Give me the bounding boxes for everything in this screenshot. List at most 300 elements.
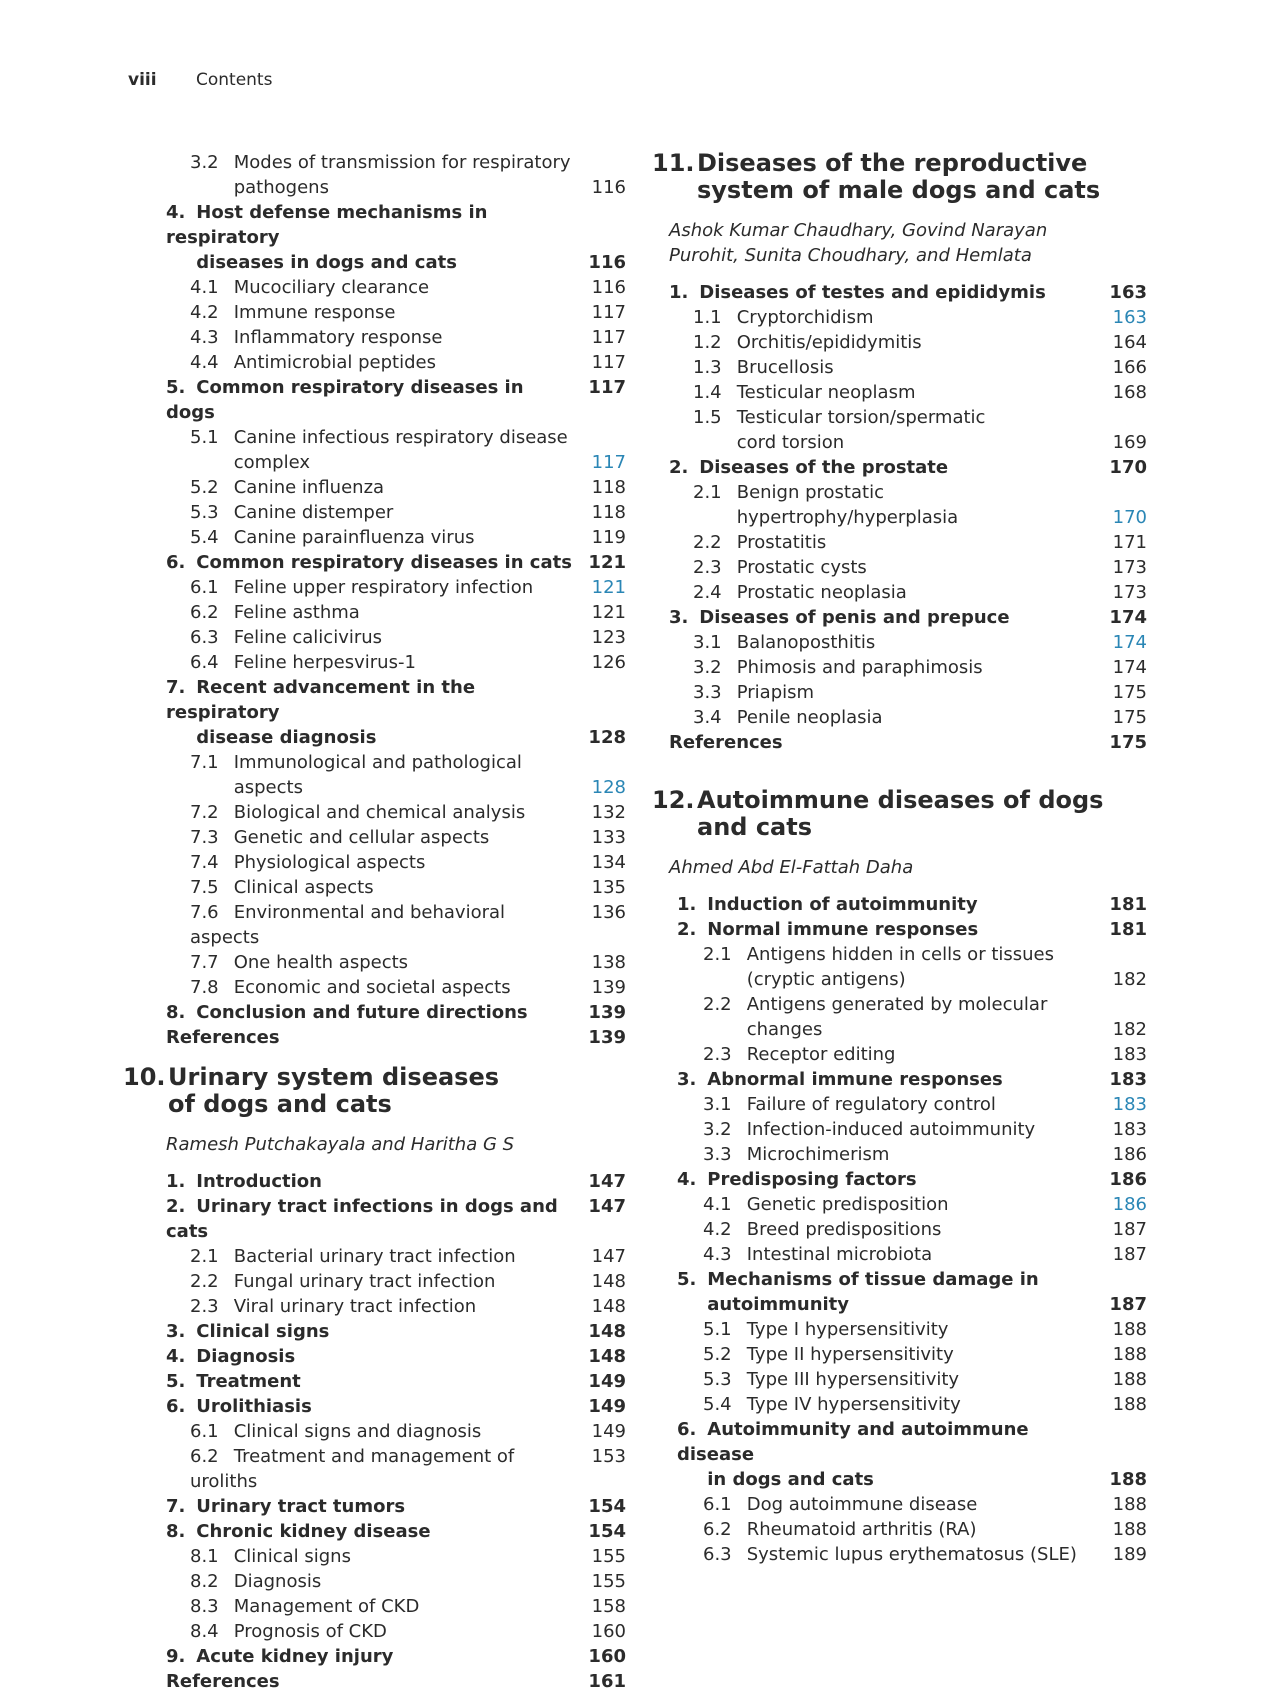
toc-entry[interactable] — [652, 1067, 1147, 1092]
toc-entry-number: 6.1 — [190, 577, 219, 598]
toc-entry-title: 7. Urinary tract tumors — [166, 1496, 406, 1517]
toc-entry[interactable] — [652, 1292, 1147, 1317]
toc-entry-title: 3. Clinical signs — [166, 1321, 330, 1342]
toc-entry-title: 9. Acute kidney injury — [166, 1646, 394, 1667]
toc-entry-title: References — [669, 732, 783, 753]
toc-entry-title: diseases in dogs and cats — [190, 252, 457, 273]
toc-entry[interactable] — [652, 942, 1147, 967]
chapter-block — [123, 1064, 626, 1694]
toc-entry[interactable] — [652, 380, 1147, 405]
toc-entry-number: 7.4 — [190, 852, 219, 873]
toc-entry-number: 1.4 — [693, 382, 722, 403]
chapter-authors: Ahmed Abd El-Fattah Daha — [669, 857, 914, 878]
toc-entry-number: 1.5 — [693, 407, 722, 428]
toc-entry-title: 7.1 Immunological and pathological — [190, 752, 522, 773]
toc-entry-number: 8. — [166, 1521, 186, 1542]
toc-entry-title: 8.2 Diagnosis — [190, 1571, 322, 1592]
toc-entry[interactable] — [128, 275, 626, 300]
toc-entry[interactable] — [652, 917, 1147, 942]
toc-page-number: 183 — [1112, 1119, 1147, 1140]
toc-entry[interactable] — [652, 430, 1147, 455]
toc-entry-number: 8.4 — [190, 1621, 219, 1642]
toc-entry[interactable] — [128, 800, 626, 825]
toc-entry-number: 6.3 — [703, 1544, 732, 1565]
toc-entry[interactable] — [652, 992, 1147, 1017]
toc-entry-title: 2.3 Receptor editing — [703, 1044, 896, 1065]
toc-entry[interactable] — [128, 175, 626, 200]
toc-entry[interactable] — [652, 680, 1147, 705]
toc-entry-number: 5.2 — [190, 477, 219, 498]
toc-entry-number: 8. — [166, 1002, 186, 1023]
toc-entry[interactable] — [652, 1142, 1147, 1167]
toc-entry[interactable] — [128, 350, 626, 375]
toc-entry-title: 5.4 Type IV hypersensitivity — [703, 1394, 961, 1415]
toc-entry-number: 7.8 — [190, 977, 219, 998]
toc-entry-title: 4. Predisposing factors — [677, 1169, 917, 1190]
toc-entry-number: 5. — [166, 377, 186, 398]
toc-entry[interactable] — [652, 330, 1147, 355]
toc-page-number: 189 — [1112, 1544, 1147, 1565]
toc-entry-title: 1.2 Orchitis/epididymitis — [693, 332, 922, 353]
chapter-number: 11. — [652, 149, 695, 177]
toc-entry[interactable] — [128, 375, 626, 425]
toc-page-number: 166 — [1112, 357, 1147, 378]
toc-entry[interactable] — [128, 875, 626, 900]
toc-page-number: 147 — [588, 1196, 626, 1217]
toc-entry-number: 4. — [166, 202, 186, 223]
toc-page-number: 186 — [1112, 1144, 1147, 1165]
toc-entry[interactable] — [652, 1192, 1147, 1217]
toc-entry-title: 2.3 Viral urinary tract infection — [190, 1296, 477, 1317]
toc-entry-title: 6.2 Rheumatoid arthritis (RA) — [703, 1519, 977, 1540]
toc-entry-number: 4.2 — [703, 1219, 732, 1240]
toc-entry-number: 3.3 — [693, 682, 722, 703]
toc-page-number: 148 — [591, 1296, 626, 1317]
chapter-title: Autoimmune diseases of dogs and cats — [697, 786, 1104, 841]
right-column — [652, 150, 1147, 1567]
toc-entry[interactable] — [128, 975, 626, 1000]
toc-entry-title: 7.4 Physiological aspects — [190, 852, 426, 873]
toc-entry[interactable] — [128, 475, 626, 500]
toc-entry-title: 7.3 Genetic and cellular aspects — [190, 827, 490, 848]
toc-entry-title: 2.1 Antigens hidden in cells or tissues — [703, 944, 1054, 965]
toc-page-number: 175 — [1112, 707, 1147, 728]
toc-entry[interactable] — [128, 825, 626, 850]
toc-entry-number: 3. — [677, 1069, 697, 1090]
toc-entry[interactable] — [652, 530, 1147, 555]
toc-entry-number: 6. — [677, 1419, 697, 1440]
toc-page-number: 155 — [591, 1571, 626, 1592]
toc-page-number[interactable]: 170 — [1112, 507, 1147, 528]
toc-entry[interactable] — [123, 1569, 626, 1594]
toc-entry[interactable] — [652, 1417, 1147, 1467]
toc-entry-title: 4.2 Breed predispositions — [703, 1219, 942, 1240]
toc-page-number: 139 — [588, 1027, 626, 1048]
toc-entry-number: 4.4 — [190, 352, 219, 373]
toc-entry-number: 6.2 — [190, 602, 219, 623]
toc-page-number: 153 — [591, 1446, 626, 1467]
toc-entry[interactable] — [652, 967, 1147, 992]
toc-entry[interactable] — [123, 1394, 626, 1419]
toc-page-number: 154 — [588, 1521, 626, 1542]
toc-entry[interactable] — [652, 1042, 1147, 1067]
toc-entry-title: 6.3 Feline calicivirus — [190, 627, 383, 648]
toc-page-number: 174 — [1112, 657, 1147, 678]
toc-entry-title: 7.2 Biological and chemical analysis — [190, 802, 526, 823]
toc-entry-number: 2.1 — [703, 944, 732, 965]
toc-entry[interactable] — [123, 1419, 626, 1444]
toc-entry[interactable] — [652, 1317, 1147, 1342]
toc-page-number: 117 — [591, 302, 626, 323]
toc-page-number: 149 — [591, 1421, 626, 1442]
toc-page-number[interactable]: 163 — [1112, 307, 1147, 328]
toc-page-number: 134 — [591, 852, 626, 873]
toc-entry[interactable] — [652, 605, 1147, 630]
toc-entry-title: 2.3 Prostatic cysts — [693, 557, 867, 578]
toc-entry[interactable] — [123, 1594, 626, 1619]
toc-entry-title: 5.1 Type I hypersensitivity — [703, 1319, 949, 1340]
toc-page-number[interactable]: 183 — [1112, 1094, 1147, 1115]
toc-entry[interactable] — [652, 1217, 1147, 1242]
toc-page-number: 183 — [1112, 1044, 1147, 1065]
toc-entry-number: 5.2 — [703, 1344, 732, 1365]
toc-entry[interactable] — [652, 555, 1147, 580]
toc-entry-title: 3. Diseases of penis and prepuce — [669, 607, 1010, 628]
toc-entry[interactable] — [128, 625, 626, 650]
toc-entry[interactable] — [652, 1392, 1147, 1417]
toc-entry-number: 1.1 — [693, 307, 722, 328]
toc-entry-title: 5. Treatment — [166, 1371, 301, 1392]
toc-page-number: 158 — [591, 1596, 626, 1617]
toc-entry[interactable] — [652, 505, 1147, 530]
toc-entry-title: 1.3 Brucellosis — [693, 357, 834, 378]
toc-page-number: 169 — [1112, 432, 1147, 453]
toc-entry-title: 3.1 Balanoposthitis — [693, 632, 876, 653]
toc-page-number: 128 — [588, 727, 626, 748]
toc-entry[interactable] — [128, 675, 626, 725]
toc-entry-number: 4. — [166, 1346, 186, 1367]
toc-entry-number: 8.3 — [190, 1596, 219, 1617]
toc-entry-number: 2. — [677, 919, 697, 940]
toc-page-number: 136 — [591, 902, 626, 923]
toc-entry-title: 2.2 Antigens generated by molecular — [703, 994, 1048, 1015]
toc-entry-title: 1. Induction of autoimmunity — [677, 894, 978, 915]
toc-entry-title: 5. Mechanisms of tissue damage in — [677, 1269, 1039, 1290]
toc-entry[interactable] — [652, 1542, 1147, 1567]
toc-entry-title: 6. Common respiratory diseases in cats — [166, 552, 572, 573]
toc-entry[interactable] — [652, 1117, 1147, 1142]
toc-entry[interactable] — [652, 280, 1147, 305]
toc-entry-number: 6.3 — [190, 627, 219, 648]
toc-entry[interactable] — [128, 525, 626, 550]
toc-page-number: 181 — [1109, 894, 1147, 915]
toc-entry-number: 1.3 — [693, 357, 722, 378]
toc-page-number[interactable]: 128 — [591, 777, 626, 798]
chapter-heading — [652, 787, 1147, 841]
toc-entry-title: 5.3 Type III hypersensitivity — [703, 1369, 960, 1390]
toc-entry-title: 4.4 Antimicrobial peptides — [190, 352, 436, 373]
toc-page-number: 147 — [588, 1171, 626, 1192]
toc-entry-title: 4.2 Immune response — [190, 302, 396, 323]
toc-entry[interactable] — [652, 730, 1147, 755]
toc-entry-title: 3.4 Penile neoplasia — [693, 707, 883, 728]
toc-page-number: 147 — [591, 1246, 626, 1267]
toc-entry[interactable] — [123, 1494, 626, 1519]
toc-page-number: 163 — [1109, 282, 1147, 303]
toc-entry-title: References — [166, 1027, 280, 1048]
toc-entry-title: 6. Urolithiasis — [166, 1396, 312, 1417]
toc-page-number: 155 — [591, 1546, 626, 1567]
toc-page-number[interactable]: 121 — [591, 577, 626, 598]
toc-entry-title: 6.2 Feline asthma — [190, 602, 360, 623]
toc-page-number[interactable]: 186 — [1112, 1194, 1147, 1215]
toc-page-number[interactable]: 117 — [591, 452, 626, 473]
toc-entry-number: 2.3 — [190, 1296, 219, 1317]
toc-entry[interactable] — [123, 1244, 626, 1269]
toc-page-number: 186 — [1109, 1169, 1147, 1190]
toc-entry[interactable] — [652, 1467, 1147, 1492]
toc-page-number: 183 — [1109, 1069, 1147, 1090]
toc-entry-number: 2.4 — [693, 582, 722, 603]
toc-entry-title: References — [166, 1671, 280, 1692]
toc-entry-number: 3.1 — [693, 632, 722, 653]
toc-entry-title: 3.3 Priapism — [693, 682, 815, 703]
toc-entry[interactable] — [128, 900, 626, 950]
toc-page-number: 188 — [1112, 1369, 1147, 1390]
toc-entry[interactable] — [652, 1017, 1147, 1042]
toc-entry[interactable] — [128, 1000, 626, 1025]
toc-entry[interactable] — [652, 1517, 1147, 1542]
toc-entry-number: 5.3 — [703, 1369, 732, 1390]
toc-entry[interactable] — [652, 1342, 1147, 1367]
toc-entry-number: 7.5 — [190, 877, 219, 898]
toc-page-number: 171 — [1112, 532, 1147, 553]
toc-page-number: 188 — [1112, 1394, 1147, 1415]
toc-entry[interactable] — [652, 1267, 1147, 1292]
toc-entry-number: 6.2 — [703, 1519, 732, 1540]
toc-entry-title: 8.4 Prognosis of CKD — [190, 1621, 387, 1642]
toc-entry-title: hypertrophy/hyperplasia — [731, 507, 959, 528]
section-gap — [128, 1050, 626, 1064]
toc-entry-title: 2.1 Benign prostatic — [693, 482, 884, 503]
toc-entry-number: 6. — [166, 1396, 186, 1417]
toc-entry[interactable] — [652, 405, 1147, 430]
toc-entry-title: 5.4 Canine parainfluenza virus — [190, 527, 475, 548]
toc-entry[interactable] — [128, 450, 626, 475]
toc-entry-number: 1.2 — [693, 332, 722, 353]
chapter-heading — [652, 150, 1147, 204]
toc-entry-number: 8.1 — [190, 1546, 219, 1567]
toc-entry[interactable] — [128, 575, 626, 600]
toc-entry-number: 7.1 — [190, 752, 219, 773]
toc-entry-number: 3.2 — [703, 1119, 732, 1140]
toc-entry-number: 4.3 — [190, 327, 219, 348]
toc-entry-title: 8. Conclusion and future directions — [166, 1002, 528, 1023]
toc-page-number: 148 — [588, 1321, 626, 1342]
toc-entry[interactable] — [123, 1344, 626, 1369]
toc-entry-title: 4.1 Genetic predisposition — [703, 1194, 949, 1215]
toc-page-number: 148 — [588, 1346, 626, 1367]
toc-entry[interactable] — [652, 1367, 1147, 1392]
toc-entry[interactable] — [128, 550, 626, 575]
toc-entry-title: 7.5 Clinical aspects — [190, 877, 374, 898]
toc-entry[interactable] — [123, 1269, 626, 1294]
toc-entry-number: 3. — [669, 607, 689, 628]
toc-entry[interactable] — [123, 1319, 626, 1344]
toc-entry[interactable] — [128, 950, 626, 975]
toc-entry-title: 6.1 Feline upper respiratory infection — [190, 577, 534, 598]
toc-entry-number: 2.1 — [693, 482, 722, 503]
toc-entry[interactable] — [128, 750, 626, 775]
toc-entry-number: 2. — [166, 1196, 186, 1217]
toc-entry-title: (cryptic antigens) — [741, 969, 906, 990]
toc-page-number: 160 — [588, 1646, 626, 1667]
toc-entry-number: 2.3 — [703, 1044, 732, 1065]
toc-entry-number: 5.4 — [703, 1394, 732, 1415]
toc-entry-title: 2.2 Prostatitis — [693, 532, 827, 553]
toc-entry[interactable] — [123, 1669, 626, 1694]
toc-page-number: 138 — [591, 952, 626, 973]
toc-entry[interactable] — [128, 150, 626, 175]
toc-entry[interactable] — [652, 480, 1147, 505]
toc-entry-title: 7.8 Economic and societal aspects — [190, 977, 511, 998]
toc-entry-title: 1.5 Testicular torsion/spermatic — [693, 407, 986, 428]
toc-entry[interactable] — [652, 1492, 1147, 1517]
toc-entry-title: 3. Abnormal immune responses — [677, 1069, 1003, 1090]
toc-page-number: 133 — [591, 827, 626, 848]
toc-entry-number: 7.7 — [190, 952, 219, 973]
toc-entry[interactable] — [128, 300, 626, 325]
toc-entry[interactable] — [128, 600, 626, 625]
toc-page-number: 126 — [591, 652, 626, 673]
toc-page-number: 160 — [591, 1621, 626, 1642]
toc-entry-number: 6.1 — [703, 1494, 732, 1515]
toc-page-number: 154 — [588, 1496, 626, 1517]
toc-entry[interactable] — [123, 1369, 626, 1394]
toc-entry[interactable] — [128, 850, 626, 875]
toc-entry-title: 3.2 Infection-induced autoimmunity — [703, 1119, 1036, 1140]
toc-entry-title: aspects — [228, 777, 303, 798]
toc-page-number: 168 — [1112, 382, 1147, 403]
toc-page-number: 173 — [1112, 557, 1147, 578]
toc-page-number: 187 — [1112, 1219, 1147, 1240]
toc-entry[interactable] — [652, 705, 1147, 730]
toc-entry-title: 8.3 Management of CKD — [190, 1596, 420, 1617]
toc-entry-title: 4. Diagnosis — [166, 1346, 296, 1367]
toc-entry[interactable] — [128, 250, 626, 275]
toc-page-number: 188 — [1112, 1494, 1147, 1515]
toc-entry[interactable] — [123, 1644, 626, 1669]
section-gap — [652, 755, 1147, 787]
toc-entry-number: 7.2 — [190, 802, 219, 823]
toc-entry-number: 4.1 — [190, 277, 219, 298]
toc-entry[interactable] — [652, 580, 1147, 605]
toc-entry-title: 5. Common respiratory diseases in dogs — [166, 377, 524, 423]
toc-entry[interactable] — [652, 1092, 1147, 1117]
toc-entry[interactable] — [128, 650, 626, 675]
toc-entry[interactable] — [123, 1294, 626, 1319]
toc-page-number: 175 — [1112, 682, 1147, 703]
toc-entry-title: changes — [741, 1019, 823, 1040]
toc-entry-title: cord torsion — [731, 432, 845, 453]
toc-entry-title: 4.3 Intestinal microbiota — [703, 1244, 933, 1265]
toc-entry-title: 2. Diseases of the prostate — [669, 457, 949, 478]
toc-page-number: 188 — [1112, 1344, 1147, 1365]
toc-page-number: 116 — [588, 252, 626, 273]
toc-page-number: 181 — [1109, 919, 1147, 940]
toc-page-number: 117 — [588, 377, 626, 398]
toc-entry-number: 2. — [669, 457, 689, 478]
toc-entry[interactable] — [123, 1194, 626, 1244]
toc-entry[interactable] — [128, 500, 626, 525]
toc-entry-title: autoimmunity — [701, 1294, 850, 1315]
toc-entry[interactable] — [128, 725, 626, 750]
toc-entry[interactable] — [652, 655, 1147, 680]
toc-entry-number: 7.3 — [190, 827, 219, 848]
toc-entry-title: disease diagnosis — [190, 727, 377, 748]
toc-entry[interactable] — [652, 630, 1147, 655]
running-head — [128, 70, 272, 90]
toc-entry-number: 2.1 — [190, 1246, 219, 1267]
toc-page-number: 182 — [1112, 969, 1147, 990]
toc-entry[interactable] — [128, 775, 626, 800]
toc-page-number: 121 — [588, 552, 626, 573]
toc-entry-title: complex — [228, 452, 311, 473]
toc-entry[interactable] — [652, 455, 1147, 480]
toc-entry[interactable] — [128, 1025, 626, 1050]
toc-entry-number: 4.3 — [703, 1244, 732, 1265]
toc-entry[interactable] — [128, 325, 626, 350]
toc-entry[interactable] — [652, 355, 1147, 380]
toc-entry-title: 6.2 Treatment and management of uroliths — [190, 1446, 515, 1492]
toc-page-number: 173 — [1112, 582, 1147, 603]
toc-page-number: 149 — [588, 1371, 626, 1392]
toc-entry[interactable] — [123, 1519, 626, 1544]
toc-entry[interactable] — [652, 1167, 1147, 1192]
toc-entry-title: 6.3 Systemic lupus erythematosus (SLE) — [703, 1544, 1077, 1565]
toc-entry-title: 8.1 Clinical signs — [190, 1546, 351, 1567]
toc-entry-number: 5.3 — [190, 502, 219, 523]
toc-entry[interactable] — [128, 425, 626, 450]
toc-entry-title: 5.2 Type II hypersensitivity — [703, 1344, 954, 1365]
toc-page-number: 149 — [588, 1396, 626, 1417]
toc-entry-title: 5.1 Canine infectious respiratory disease — [190, 427, 568, 448]
running-title: Contents — [195, 70, 273, 90]
toc-entry-number: 7. — [166, 677, 186, 698]
toc-entry[interactable] — [128, 200, 626, 250]
toc-entry[interactable] — [652, 1242, 1147, 1267]
toc-page-number: 182 — [1112, 1019, 1147, 1040]
toc-entry-number: 1. — [677, 894, 697, 915]
toc-entry-number: 5.1 — [190, 427, 219, 448]
toc-entry[interactable] — [652, 305, 1147, 330]
toc-entry-title: 2.4 Prostatic neoplasia — [693, 582, 907, 603]
toc-entry-title: 2. Urinary tract infections in dogs and cats — [166, 1196, 558, 1242]
toc-entry[interactable] — [123, 1444, 626, 1494]
toc-entry-title: 6.1 Clinical signs and diagnosis — [190, 1421, 482, 1442]
toc-entry-number: 3.1 — [703, 1094, 732, 1115]
toc-entry-number: 7. — [166, 1496, 186, 1517]
chapter-heading — [123, 1064, 626, 1118]
toc-entry[interactable] — [123, 1169, 626, 1194]
toc-entry[interactable] — [652, 892, 1147, 917]
toc-page-number[interactable]: 174 — [1112, 632, 1147, 653]
toc-entry[interactable] — [123, 1544, 626, 1569]
toc-entry-title: 7.6 Environmental and behavioral aspects — [190, 902, 506, 948]
toc-page-number: 139 — [588, 1002, 626, 1023]
toc-entry-number: 2.2 — [693, 532, 722, 553]
toc-entry-number: 3.3 — [703, 1144, 732, 1165]
